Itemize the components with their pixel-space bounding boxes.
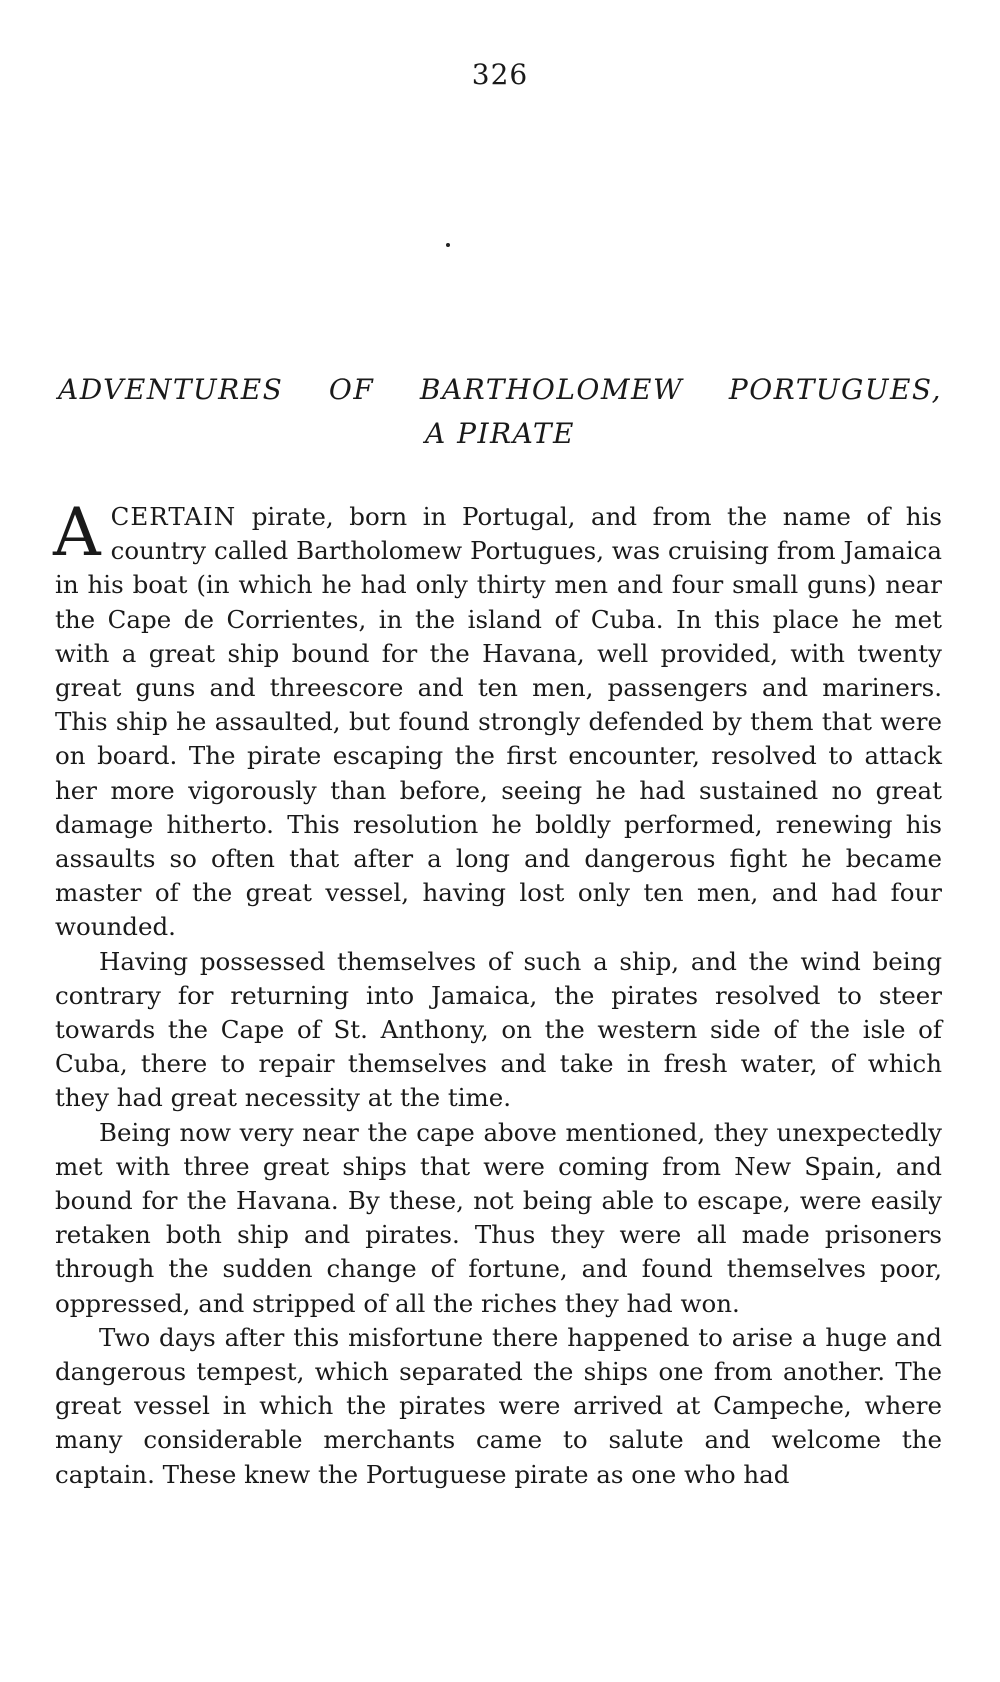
paragraph-3: Being now very near the cape above mentioned, they unexpectedly met with three great ships that were coming from New Spain, and bound for the Havana. By these, not being able to escape, were easily retaken both ship and pirates. Thus they were all made prisoners through the sudden change of fortune, and found themselves poor, oppressed, and stripped of all the riches they had won. xyxy=(55,1117,942,1318)
paragraph-1 xyxy=(53,494,942,945)
paragraph-1-text: pirate, born in Portugal, and from the name of his country called Bartholomew Portugues, was cruising from Jamaica in his boat (in which he had only thirty men and four small guns) near the Cape de Corrientes, in the island of Cuba. In this place he met with a great ship bound for the Havana, well provided, with twenty great guns and threescore and ten men, passengers and mariners. This ship he assaulted, but found strongly defended by them that were on board. The pirate escaping the first encounter, resolved to attack her more vigorously than before, seeing he had sustained no great damage hitherto. This resolution he boldly performed, renewing his assaults so often that after a long and dangerous fight he became master of the great vessel, having lost only ten men, and had four wounded. xyxy=(55,502,942,942)
paragraph-4: Two days after this misfortune there happened to arise a huge and dangerous tempest, which separated the ships one from another. The great vessel in which the pirates were arrived at Campeche, where many considerable merchants came to salute and welcome the captain. These knew the Portuguese pirate as one who had xyxy=(55,1322,942,1489)
chapter-title-line-2: A PIRATE xyxy=(425,417,575,450)
body-text xyxy=(53,494,942,1492)
drop-cap: A xyxy=(53,494,101,571)
chapter-title xyxy=(58,368,942,456)
opening-small-caps: CERTAIN xyxy=(110,502,237,531)
chapter-title-line-1: ADVENTURES OF BARTHOLOMEW PORTUGUES, xyxy=(58,373,942,406)
print-speck xyxy=(446,243,450,247)
paragraph-2: Having possessed themselves of such a ship, and the wind being contrary for returning into Jamaica, the pirates resolved to steer towards the Cape of St. Anthony, on the western side of the isle of Cuba, there to repair themselves and take in fresh water, of which they had great necessity at the time. xyxy=(55,946,942,1113)
page-number: 326 xyxy=(471,58,529,91)
